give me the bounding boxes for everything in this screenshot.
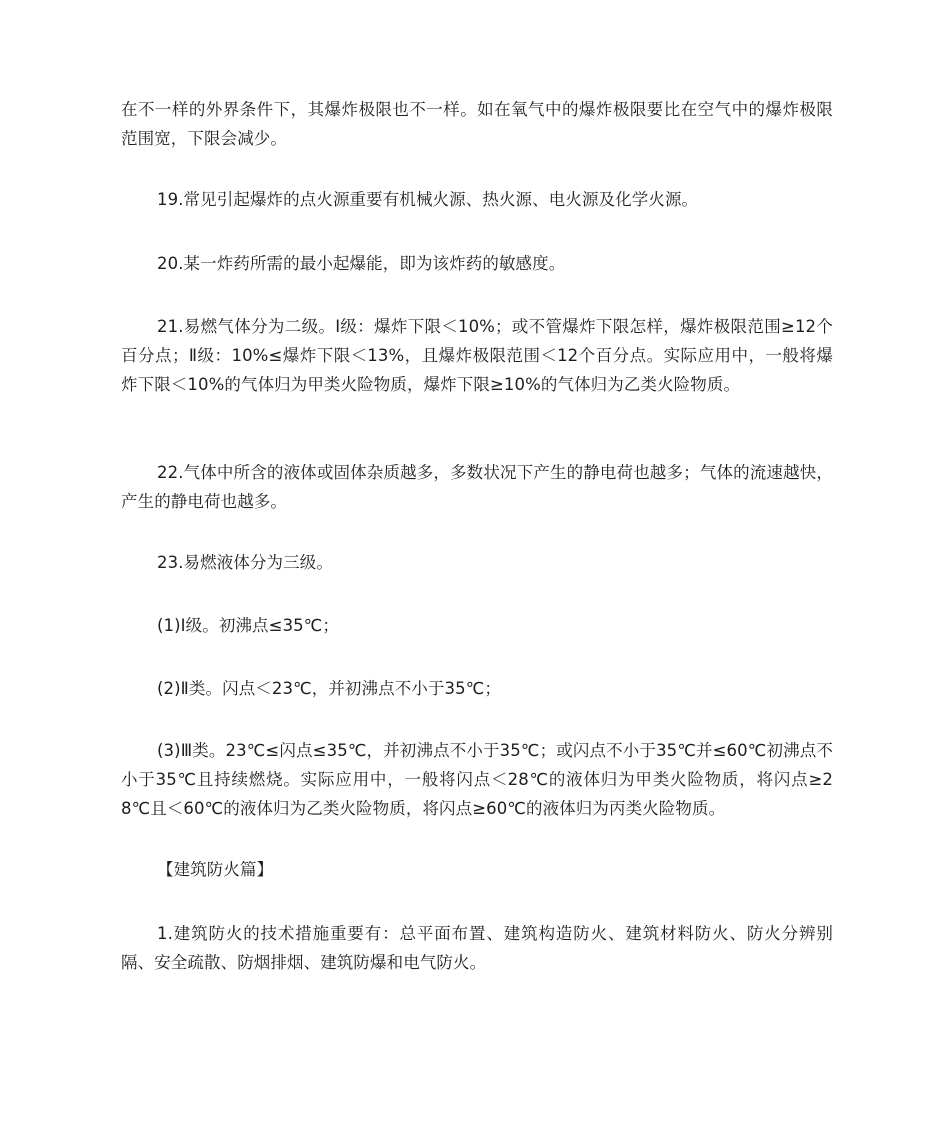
- paragraph-subitem-1: (1)Ⅰ级。初沸点≤35℃；: [157, 616, 339, 635]
- paragraph-item-23: 23.易燃液体分为三级。: [157, 553, 333, 572]
- paragraph-item-21: 21.易燃气体分为二级。Ⅰ级：爆炸下限＜10%；或不管爆炸下限怎样，爆炸极限范围≥12个百分点；Ⅱ级：10%≤爆炸下限＜13%，且爆炸极限范围＜12个百分点。实际应用中，一般将爆炸下限＜10%的气体归为甲类火险物质，爆炸下限≥10%的气体归为乙类火险物质。: [121, 317, 833, 394]
- paragraph-item-20: 20.某一炸药所需的最小起爆能，即为该炸药的敏感度。: [157, 254, 566, 273]
- paragraph-item-19: 19.常见引起爆炸的点火源重要有机械火源、热火源、电火源及化学火源。: [157, 190, 699, 209]
- paragraph-subitem-3: (3)Ⅲ类。23℃≤闪点≤35℃，并初沸点不小于35℃；或闪点不小于35℃并≤60℃初沸点不小于35℃且持续燃烧。实际应用中，一般将闪点＜28℃的液体归为甲类火险物质，将闪点≥28℃且＜60℃的液体归为乙类火险物质，将闪点≥60℃的液体归为丙类火险物质。: [121, 741, 833, 818]
- paragraph-explosion-limit-conditions: 在不一样的外界条件下，其爆炸极限也不一样。如在氧气中的爆炸极限要比在空气中的爆炸极限范围宽，下限会减少。: [121, 100, 833, 148]
- section-heading-building-fire-prevention: 【建筑防火篇】: [157, 860, 274, 879]
- paragraph-building-item-1: 1.建筑防火的技术措施重要有：总平面布置、建筑构造防火、建筑材料防火、防火分辨别隔、安全疏散、防烟排烟、建筑防爆和电气防火。: [121, 924, 833, 972]
- paragraph-item-22: 22.气体中所含的液体或固体杂质越多，多数状况下产生的静电荷也越多；气体的流速越快，产生的静电荷也越多。: [121, 463, 833, 511]
- paragraph-subitem-2: (2)Ⅱ类。闪点＜23℃，并初沸点不小于35℃；: [157, 679, 501, 698]
